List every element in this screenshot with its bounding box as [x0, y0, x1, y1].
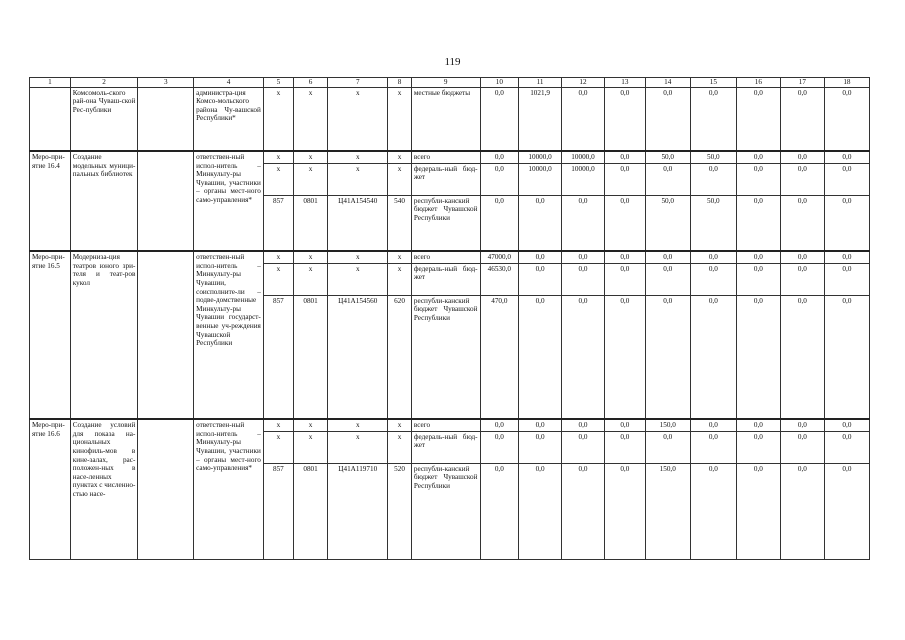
value-cell: 0,0 [690, 251, 736, 263]
value-cell: 50,0 [645, 151, 690, 163]
funding-source-cell: республи-канский бюджет Чувашской Республики [411, 295, 480, 419]
value-cell: 0,0 [824, 251, 869, 263]
value-cell: 0,0 [824, 431, 869, 463]
section-cell: х [293, 419, 327, 431]
value-cell: 0,0 [690, 419, 736, 431]
responsible-cell: администра-ция Комсо-мольского района Чу-вашской Республики* [194, 87, 264, 151]
expense-type-cell: х [388, 87, 412, 151]
value-cell: 0,0 [604, 431, 645, 463]
measure-cell [30, 87, 71, 151]
value-cell: 0,0 [480, 163, 519, 195]
value-cell: 0,0 [480, 195, 519, 251]
value-cell: 0,0 [562, 251, 605, 263]
grbs-cell: х [263, 419, 293, 431]
value-cell: 10000,0 [519, 163, 562, 195]
target-code-cell: х [328, 263, 388, 295]
value-cell: 0,0 [824, 263, 869, 295]
funding-source-cell: всего [411, 251, 480, 263]
column-header: 6 [293, 78, 327, 88]
value-cell: 0,0 [604, 463, 645, 559]
column-header: 4 [194, 78, 264, 88]
column-header: 5 [263, 78, 293, 88]
value-cell: 50,0 [645, 195, 690, 251]
grbs-cell: х [263, 151, 293, 163]
table-row [30, 251, 870, 263]
section-cell: х [293, 431, 327, 463]
responsible-cell: ответствен-ный испол-нитель – Минкульту-ры Чувашии, соисполните-ли – подве-домственные Минкульту-ры Чувашии государст-венные уч-реждения Чувашской Республики [194, 251, 264, 419]
page-number: 119 [444, 56, 461, 68]
grbs-cell: 857 [263, 463, 293, 559]
expense-type-cell: 620 [388, 295, 412, 419]
value-cell: 0,0 [562, 295, 605, 419]
target-code-cell: х [328, 151, 388, 163]
value-cell: 0,0 [562, 431, 605, 463]
column-header: 12 [562, 78, 605, 88]
value-cell: 0,0 [824, 195, 869, 251]
value-cell: 470,0 [480, 295, 519, 419]
value-cell: 0,0 [519, 263, 562, 295]
value-cell: 0,0 [824, 295, 869, 419]
funding-source-cell: всего [411, 419, 480, 431]
funding-source-cell: республи-канский бюджет Чувашской Республики [411, 463, 480, 559]
value-cell: 0,0 [824, 151, 869, 163]
value-cell: 0,0 [645, 295, 690, 419]
responsible-cell: ответствен-ный испол-нитель – Минкульту-ры Чувашии, участники – органы мест-ного само-управления* [194, 419, 264, 559]
expense-type-cell: х [388, 263, 412, 295]
grbs-cell: х [263, 431, 293, 463]
value-cell: 0,0 [690, 87, 736, 151]
value-cell: 0,0 [780, 151, 824, 163]
target-code-cell: Ц41А154560 [328, 295, 388, 419]
column-header: 3 [138, 78, 194, 88]
grbs-cell: х [263, 251, 293, 263]
value-cell: 0,0 [604, 151, 645, 163]
value-cell: 0,0 [480, 151, 519, 163]
funding-source-cell: федераль-ный бюд-жет [411, 163, 480, 195]
empty-cell [138, 419, 194, 559]
value-cell: 0,0 [604, 163, 645, 195]
value-cell: 0,0 [519, 419, 562, 431]
target-code-cell: х [328, 431, 388, 463]
value-cell: 0,0 [690, 263, 736, 295]
table-row [30, 87, 870, 151]
column-header: 2 [70, 78, 138, 88]
empty-cell [138, 251, 194, 419]
section-cell: 0801 [293, 295, 327, 419]
value-cell: 0,0 [519, 195, 562, 251]
section-cell: х [293, 263, 327, 295]
title-cell: Модерниза-ция театров юного зри-теля и теат-ров кукол [70, 251, 138, 419]
value-cell: 0,0 [645, 431, 690, 463]
measure-cell: Меро-при-ятие 16.6 [30, 419, 71, 559]
value-cell: 46530,0 [480, 263, 519, 295]
value-cell: 0,0 [604, 419, 645, 431]
value-cell: 0,0 [645, 163, 690, 195]
value-cell: 0,0 [780, 263, 824, 295]
value-cell: 0,0 [480, 419, 519, 431]
budget-table [29, 77, 870, 560]
value-cell: 0,0 [780, 87, 824, 151]
section-cell: х [293, 151, 327, 163]
expense-type-cell: х [388, 419, 412, 431]
value-cell: 0,0 [736, 251, 780, 263]
value-cell: 0,0 [519, 431, 562, 463]
table-row [30, 419, 870, 431]
value-cell: 0,0 [824, 419, 869, 431]
section-cell: х [293, 251, 327, 263]
value-cell: 0,0 [824, 463, 869, 559]
column-header: 10 [480, 78, 519, 88]
value-cell: 50,0 [690, 151, 736, 163]
table-row [30, 151, 870, 163]
column-header: 14 [645, 78, 690, 88]
value-cell: 0,0 [690, 163, 736, 195]
section-cell: 0801 [293, 195, 327, 251]
grbs-cell: 857 [263, 195, 293, 251]
value-cell: 0,0 [645, 251, 690, 263]
section-cell: х [293, 87, 327, 151]
grbs-cell: х [263, 263, 293, 295]
target-code-cell: х [328, 419, 388, 431]
column-header: 1 [30, 78, 71, 88]
value-cell: 47000,0 [480, 251, 519, 263]
column-header: 9 [411, 78, 480, 88]
value-cell: 0,0 [604, 251, 645, 263]
value-cell: 0,0 [780, 163, 824, 195]
value-cell: 0,0 [604, 195, 645, 251]
title-cell: Создание условий для показа на-циональных кинофиль-мов в кине-залах, рас-положен-ных в насе-ленных пунктах с численно-стью насе- [70, 419, 138, 559]
value-cell: 0,0 [604, 263, 645, 295]
value-cell: 1021,9 [519, 87, 562, 151]
value-cell: 0,0 [736, 195, 780, 251]
value-cell: 0,0 [780, 419, 824, 431]
value-cell: 0,0 [519, 295, 562, 419]
value-cell: 0,0 [562, 463, 605, 559]
value-cell: 0,0 [604, 87, 645, 151]
target-code-cell: х [328, 251, 388, 263]
value-cell: 0,0 [519, 463, 562, 559]
value-cell: 0,0 [736, 263, 780, 295]
value-cell: 150,0 [645, 419, 690, 431]
value-cell: 0,0 [780, 251, 824, 263]
title-cell: Комсомоль-ского рай-она Чуваш-ской Рес-публики [70, 87, 138, 151]
target-code-cell: х [328, 163, 388, 195]
expense-type-cell: х [388, 431, 412, 463]
value-cell: 150,0 [645, 463, 690, 559]
column-header: 18 [824, 78, 869, 88]
value-cell: 0,0 [736, 295, 780, 419]
value-cell: 0,0 [736, 463, 780, 559]
value-cell: 50,0 [690, 195, 736, 251]
expense-type-cell: 520 [388, 463, 412, 559]
expense-type-cell: 540 [388, 195, 412, 251]
funding-source-cell: федераль-ный бюд-жет [411, 263, 480, 295]
column-header: 11 [519, 78, 562, 88]
value-cell: 0,0 [780, 431, 824, 463]
value-cell: 0,0 [562, 263, 605, 295]
expense-type-cell: х [388, 151, 412, 163]
funding-source-cell: местные бюджеты [411, 87, 480, 151]
value-cell: 10000,0 [519, 151, 562, 163]
section-cell: х [293, 163, 327, 195]
grbs-cell: х [263, 163, 293, 195]
column-header-row [30, 78, 870, 88]
measure-cell: Меро-при-ятие 16.4 [30, 151, 71, 251]
value-cell: 0,0 [645, 263, 690, 295]
value-cell: 0,0 [690, 463, 736, 559]
value-cell: 0,0 [519, 251, 562, 263]
value-cell: 0,0 [480, 463, 519, 559]
target-code-cell: х [328, 87, 388, 151]
title-cell: Создание модельных муници-пальных библиотек [70, 151, 138, 251]
measure-cell: Меро-при-ятие 16.5 [30, 251, 71, 419]
value-cell: 0,0 [780, 195, 824, 251]
value-cell: 0,0 [780, 295, 824, 419]
value-cell: 10000,0 [562, 151, 605, 163]
responsible-cell: ответствен-ный испол-нитель – Минкульту-ры Чувашии, участники – органы мест-ного само-управления* [194, 151, 264, 251]
expense-type-cell: х [388, 163, 412, 195]
value-cell: 0,0 [824, 163, 869, 195]
column-header: 8 [388, 78, 412, 88]
value-cell: 0,0 [690, 431, 736, 463]
value-cell: 0,0 [480, 87, 519, 151]
value-cell: 0,0 [604, 295, 645, 419]
section-cell: 0801 [293, 463, 327, 559]
value-cell: 0,0 [780, 463, 824, 559]
value-cell: 0,0 [736, 151, 780, 163]
value-cell: 0,0 [824, 87, 869, 151]
funding-source-cell: федераль-ный бюд-жет [411, 431, 480, 463]
empty-cell [138, 151, 194, 251]
column-header: 17 [780, 78, 824, 88]
column-header: 7 [328, 78, 388, 88]
grbs-cell: х [263, 87, 293, 151]
empty-cell [138, 87, 194, 151]
value-cell: 0,0 [736, 163, 780, 195]
grbs-cell: 857 [263, 295, 293, 419]
value-cell: 0,0 [562, 87, 605, 151]
funding-source-cell: республи-канский бюджет Чувашской Республики [411, 195, 480, 251]
value-cell: 0,0 [480, 431, 519, 463]
column-header: 15 [690, 78, 736, 88]
value-cell: 10000,0 [562, 163, 605, 195]
column-header: 13 [604, 78, 645, 88]
funding-source-cell: всего [411, 151, 480, 163]
value-cell: 0,0 [562, 195, 605, 251]
value-cell: 0,0 [736, 419, 780, 431]
expense-type-cell: х [388, 251, 412, 263]
value-cell: 0,0 [645, 87, 690, 151]
column-header: 16 [736, 78, 780, 88]
target-code-cell: Ц41А154540 [328, 195, 388, 251]
value-cell: 0,0 [736, 87, 780, 151]
value-cell: 0,0 [690, 295, 736, 419]
target-code-cell: Ц41А119710 [328, 463, 388, 559]
value-cell: 0,0 [562, 419, 605, 431]
value-cell: 0,0 [736, 431, 780, 463]
